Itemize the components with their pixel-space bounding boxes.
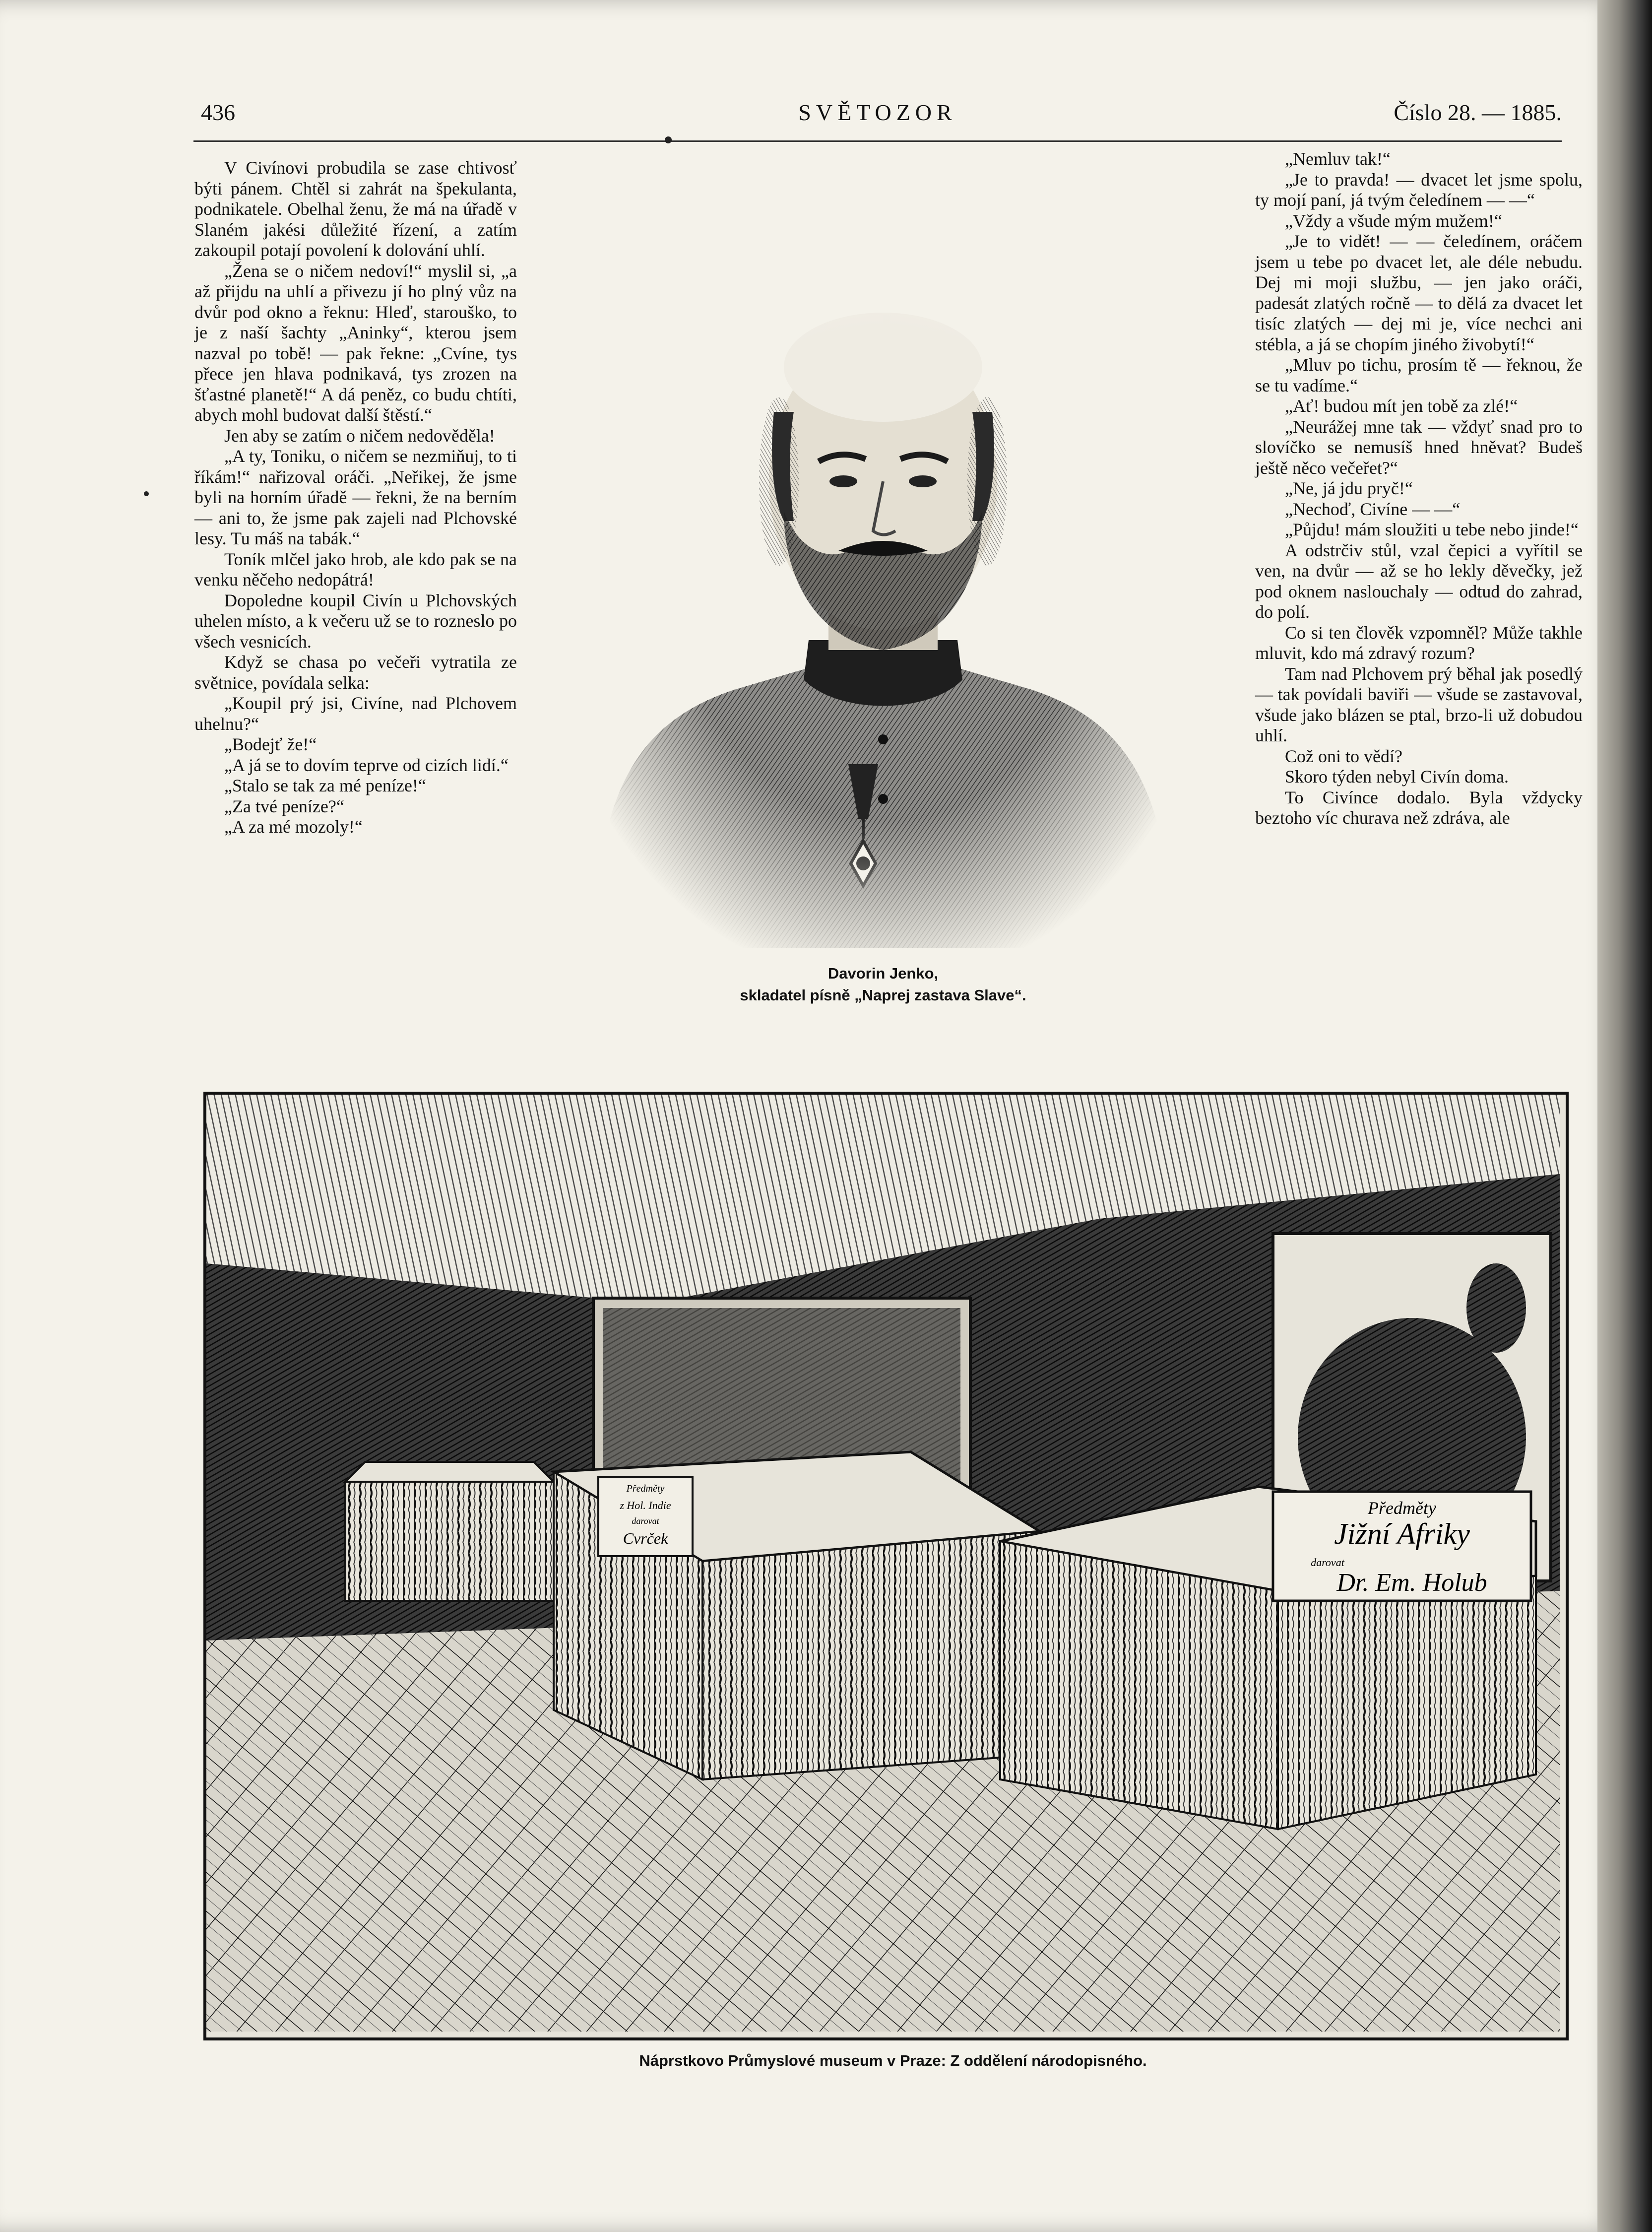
print-speck <box>665 136 672 143</box>
paragraph: „A za mé mozoly!“ <box>224 817 363 837</box>
paragraph: Skoro týden nebyl Civín doma. <box>1285 767 1509 787</box>
paragraph: „Koupil prý jsi, Civíne, nad Plchovem uhelnu?“ <box>194 693 517 734</box>
page-header <box>193 99 1562 134</box>
sign-right-line4: Dr. Em. Holub <box>1336 1569 1487 1597</box>
paragraph: Když se chasa po večeři vytratila ze světnice, povídala selka: <box>194 652 517 693</box>
museum-caption: Náprstkovo Průmyslové museum v Praze: Z oddělení národopisného. <box>639 2052 1147 2069</box>
paragraph: „Nemluv tak!“ <box>1285 149 1391 169</box>
paragraph: „Neurážej mne tak — vždyť snad pro to slovíčko se nemusíš hned hněvat? Budeš ještě něco večeřet?“ <box>1255 416 1583 478</box>
publication-title: SVĚTOZOR <box>798 100 957 125</box>
portrait-caption-description: skladatel písně „Naprej zastava Slave“. <box>740 986 1026 1004</box>
museum-interior-illustration <box>206 1095 1560 2032</box>
sign-right-line1: Předměty <box>1368 1498 1436 1518</box>
sign-right-line2: Jižní Afriky <box>1334 1517 1470 1550</box>
museum-engraving <box>203 1092 1569 2040</box>
paragraph: „Půjdu! mám sloužiti u tebe nebo jinde!“ <box>1285 520 1579 539</box>
paragraph: „A ty, Toniku, o ničem se nezmiňuj, to ti říkám!“ nařizoval oráči. „Neřikej, že jsme byli na horním úřadě — řekni, že na berním — ani to, že jsme pak zajeli nad Plchovské lesy. Tu máš na tabák.“ <box>194 446 517 548</box>
header-rule <box>193 140 1562 142</box>
sign-left-line2: z Hol. Indie <box>620 1499 671 1511</box>
sign-left-line4: Cvrček <box>623 1529 668 1547</box>
paragraph: „Stalo se tak za mé peníze!“ <box>224 776 426 795</box>
portrait-engraving <box>571 203 1196 948</box>
paragraph: „Je to pravda! — dvacet let jsme spolu, ty mojí paní, já tvým čeledínem — —“ <box>1255 169 1583 210</box>
paragraph: Což oni to vědí? <box>1285 746 1402 766</box>
paragraph: To Civínce dodalo. Byla vždycky beztoho víc churava než zdráva, ale <box>1255 787 1583 828</box>
page-number: 436 <box>201 100 235 125</box>
paragraph: „Za tvé peníze?“ <box>224 796 344 816</box>
paragraph: V Civínovi probudila se zase chtivosť býti pánem. Chtěl si zahrát na špekulanta, podnikatele. Obelhal ženu, že má na úřadě v Slaném jakési důležité řízení, a zatím zakoupil potají povolení k dolování uhlí. <box>194 158 517 260</box>
paragraph: Jen aby se zatím o ničem nedověděla! <box>224 425 495 446</box>
paragraph: Tam nad Plchovem prý běhal jak posedlý — tak povídali baviři — všude se zastavoval, všude jako blázen se ptal, brzo-li už dobudou uhlí. <box>1255 663 1583 745</box>
paragraph: Co si ten člověk vzpomněl? Může takhle mluvit, kdo má zdravý rozum? <box>1255 622 1583 663</box>
paragraph: Toník mlčel jako hrob, ale kdo pak se na venku něčeho nedopátrá! <box>194 549 517 590</box>
portrait-illustration <box>571 203 1196 948</box>
paragraph: „Vždy a všude mým mužem!“ <box>1285 210 1502 231</box>
paragraph: „Žena se o ničem nedoví!“ myslil si, „a až přijdu na uhlí a přivezu jí ho plný vůz na dvůr pod okno a řeknu: Hleď, starouško, to je z naší šachty „Aninky“, kterou jsem nazval po tobě! — pak řekne: „Cvíne, tys přece jen hlava podnikavá, tys zrozen na šťastné planetě!“ A dá peněz, co budu chtíti, abych mohl budovat další štěstí.“ <box>194 261 517 425</box>
portrait-caption <box>685 963 1081 1006</box>
paragraph: „Je to vidět! — — čeledínem, oráčem jsem u tebe po dvacet let, ale déle nebudu. Dej mi moji službu, — jen jako oráči, padesát zlatých ročně — to dělá za dvacet let tisíc zlatých — dej mi je, více nechci ani stébla, a já se chopím jiného živobytí!“ <box>1255 231 1583 354</box>
sign-left-line3: darovat <box>632 1516 659 1526</box>
paragraph: „Ať! budou mít jen tobě za zlé!“ <box>1285 396 1518 416</box>
paragraph: A odstrčiv stůl, vzal čepici a vyřítil se ven, na dvůr — až se ho lekly děvečky, jež pod oknem naslouchaly — odtud do zahrad, do polí. <box>1255 540 1583 622</box>
book-binding-edge <box>1597 0 1652 2232</box>
left-text-column <box>194 158 517 838</box>
paragraph: „Ne, já jdu pryč!“ <box>1285 478 1413 498</box>
sign-right-line3: darovat <box>1311 1556 1344 1569</box>
issue-info: Číslo 28. — 1885. <box>1394 100 1562 125</box>
print-speck <box>144 491 149 496</box>
right-text-column <box>1255 149 1583 829</box>
paragraph: „Mluv po tichu, prosím tě — řeknou, že se tu vadíme.“ <box>1255 355 1583 395</box>
paragraph: „Nechoď, Civíne — —“ <box>1285 499 1461 519</box>
paragraph: „A já se to dovím teprve od cizích lidí.“ <box>224 755 508 775</box>
sign-left-line1: Předměty <box>626 1483 665 1494</box>
portrait-caption-name: Davorin Jenko, <box>827 965 939 982</box>
paragraph: Dopoledne koupil Civín u Plchovských uhelen místo, a k večeru už se to rozneslo po všech vesnicích. <box>194 590 517 652</box>
paragraph: „Bodejť že!“ <box>224 734 317 754</box>
